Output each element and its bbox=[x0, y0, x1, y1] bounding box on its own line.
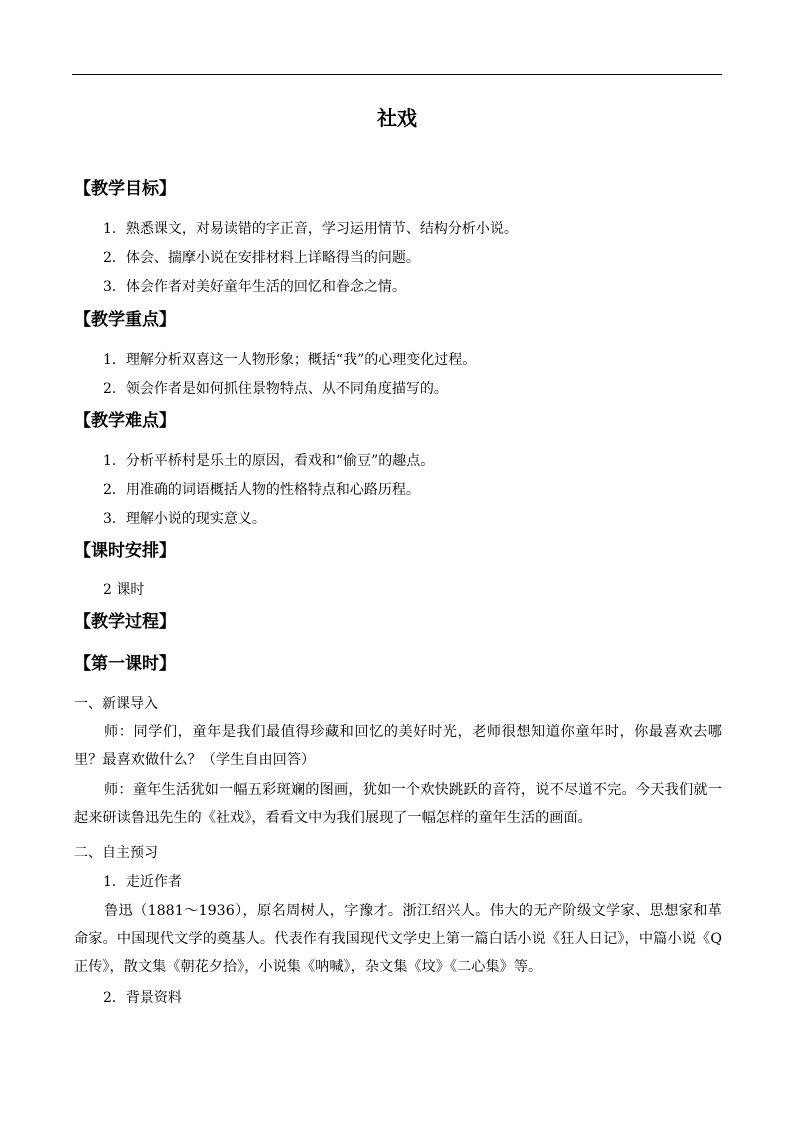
difficulty-item-3: 3．理解小说的现实意义。 bbox=[103, 511, 266, 527]
key-point-item-1: 1．理解分析双喜这一人物形象；概括“我”的心理变化过程。 bbox=[103, 352, 477, 368]
objective-item-1: 1．熟悉课文，对易读错的字正音，学习运用情节、结构分析小说。 bbox=[103, 221, 518, 237]
heading-difficulties: 【教学难点】 bbox=[74, 411, 176, 431]
objective-item-3: 3．体会作者对美好童年生活的回忆和眷念之情。 bbox=[103, 279, 406, 295]
section-preview-title: 二、自主预习 bbox=[74, 845, 158, 861]
intro-paragraph-1: 师：同学们，童年是我们最值得珍藏和回忆的美好时光，老师很想知道你童年时，你最喜欢去哪里？最喜欢做什么？（学生自由回答） bbox=[74, 724, 722, 768]
header-rule bbox=[72, 74, 722, 75]
heading-process: 【教学过程】 bbox=[74, 612, 176, 632]
preview-sub-background: 2．背景资料 bbox=[103, 990, 182, 1006]
page-title: 社戏 bbox=[377, 106, 417, 130]
section-intro-title: 一、新课导入 bbox=[74, 696, 158, 712]
difficulty-item-2: 2．用准确的词语概括人物的性格特点和心路历程。 bbox=[103, 482, 420, 498]
author-paragraph: 鲁迅（1881～1936），原名周树人，字豫才。浙江绍兴人。伟大的无产阶级文学家、思想家和革命家。中国现代文学的奠基人。代表作有我国现代文学史上第一篇白话小说《狂人日记》，中篇小说《Q 正传》，散文集《朝花夕拾》，小说集《呐喊》，杂文集《坟》《二心集》等。 bbox=[74, 903, 722, 975]
key-point-item-2: 2．领会作者是如何抓住景物特点、从不同角度描写的。 bbox=[103, 381, 448, 397]
preview-sub-author: 1．走近作者 bbox=[103, 874, 182, 890]
heading-lesson-1: 【第一课时】 bbox=[74, 654, 176, 674]
schedule-value: 2 课时 bbox=[103, 582, 145, 598]
heading-key-points: 【教学重点】 bbox=[74, 310, 176, 330]
objective-item-2: 2．体会、揣摩小说在安排材料上详略得当的问题。 bbox=[103, 250, 420, 266]
heading-schedule: 【课时安排】 bbox=[74, 541, 176, 561]
heading-objectives: 【教学目标】 bbox=[74, 179, 176, 199]
intro-paragraph-2: 师：童年生活犹如一幅五彩斑斓的图画，犹如一个欢快跳跃的音符，说不尽道不完。今天我们就一起来研读鲁迅先生的《社戏》，看看文中为我们展现了一幅怎样的童年生活的画面。 bbox=[74, 782, 722, 826]
difficulty-item-1: 1．分析平桥村是乐土的原因，看戏和“偷豆”的趣点。 bbox=[103, 453, 435, 469]
